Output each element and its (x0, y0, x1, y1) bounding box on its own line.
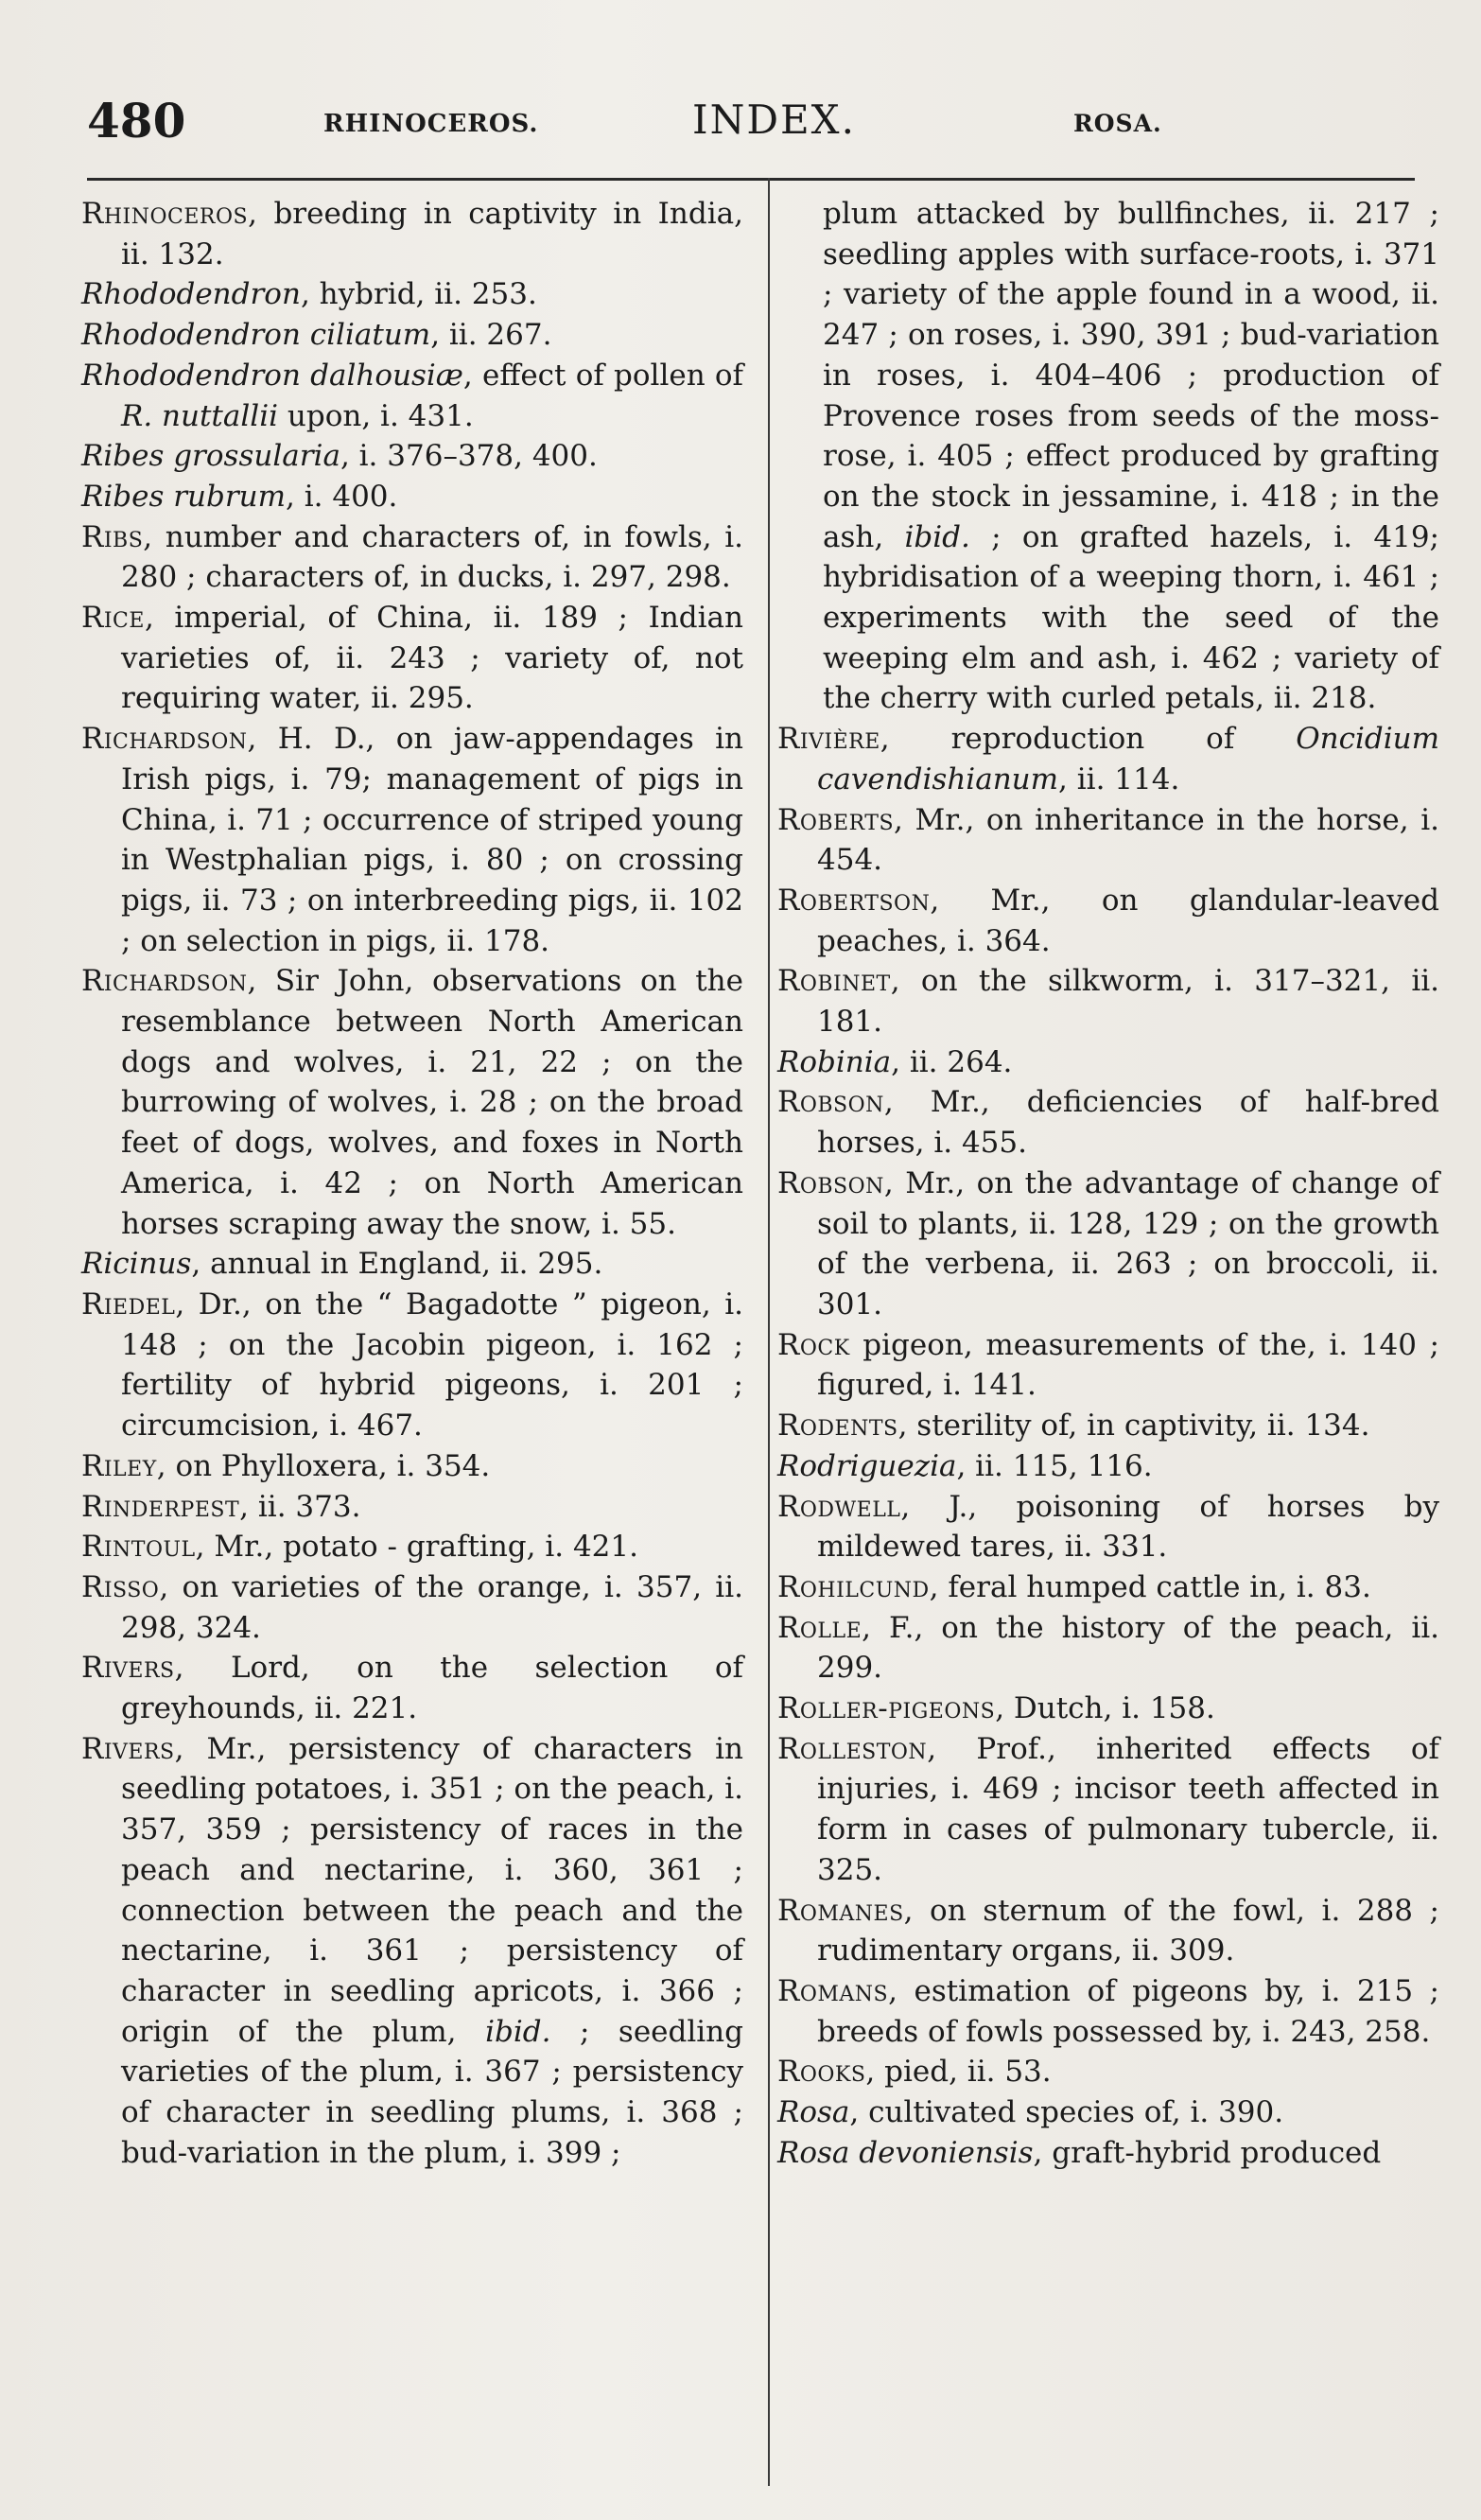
entry-heading: Robertson (777, 883, 931, 918)
entry-italic-term: ibid. (485, 2014, 551, 2049)
index-entry (777, 1487, 1439, 1567)
index-entry (81, 436, 743, 477)
index-entry (777, 2052, 1439, 2092)
entry-heading: Ribes grossularia (81, 439, 340, 474)
entry-heading: Ribs (81, 519, 144, 554)
entry-heading: Riedel (81, 1286, 176, 1321)
entry-text: , estimation of pigeons by, i. 215 ; breeds of fowls possessed by, i. 243, 258. (817, 1973, 1439, 2049)
index-entry (777, 1608, 1439, 1689)
entry-text: plum attacked by bullfinches, ii. 217 ; seedling apples with surface-roots, i. 371 ; variety of the apple found in a wood, ii. 247 ; on roses, i. 390, 391 ; bud-variation in roses, i. 404–406 ; production of Provence roses from seeds of the moss-rose, i. 405 ; effect produced by grafting on the stock in jessamine, i. 418 ; in the ash, (823, 197, 1439, 554)
entry-heading: Rock (777, 1327, 850, 1362)
index-entry (777, 881, 1439, 961)
entry-heading: Rivière (777, 722, 880, 757)
entry-heading: Rolleston (777, 1731, 928, 1766)
entry-text: , Prof., inherited effects of injuries, i. 469 ; incisor teeth affected in form in cases of pulmonary tubercle, ii. 325. (817, 1731, 1439, 1887)
index-entry (777, 1082, 1439, 1163)
entry-text: , Mr., on glandular-leaved peaches, i. 364. (817, 883, 1439, 958)
entry-heading: Robson (777, 1085, 884, 1120)
entry-heading: Rhinoceros (81, 197, 249, 231)
header-rule (87, 178, 1415, 181)
index-entry (777, 800, 1439, 881)
entry-heading: Rodriguezia (777, 1448, 957, 1483)
index-entry (777, 1325, 1439, 1406)
entry-text: , effect of pollen of (462, 358, 743, 393)
entry-italic-term: Oncidium cavendishianum (817, 722, 1439, 796)
entry-heading: Rolle (777, 1610, 862, 1645)
entry-text: , Mr., on inheritance in the horse, i. 454. (817, 802, 1439, 878)
index-entry (777, 1689, 1439, 1729)
index-entry (81, 1729, 743, 2174)
entry-text: ; on grafted hazels, i. 419; hybridisation of a weeping thorn, i. 461 ; experiments with the seed of the weeping elm and ash, i. 462 ; variety of the cherry with curled petals, ii. 218. (823, 519, 1439, 716)
index-entry (777, 719, 1439, 799)
left-index-column (81, 194, 743, 2173)
entry-text: , ii. 373. (239, 1489, 361, 1524)
entry-heading: Rooks (777, 2055, 866, 2090)
entry-heading: Richardson (81, 964, 248, 999)
entry-text: , on Phylloxera, i. 354. (156, 1448, 491, 1483)
entry-text: , graft-hybrid produced (1033, 2135, 1382, 2170)
index-entry (81, 1487, 743, 1528)
index-entry (777, 1446, 1439, 1487)
entry-text: , imperial, of China, ii. 189 ; Indian varieties of, ii. 243 ; variety of, not requiring water, ii. 295. (121, 601, 743, 716)
right-running-head: ROSA. (1073, 110, 1162, 137)
entry-heading: Robinia (777, 1044, 892, 1079)
index-entry (777, 1406, 1439, 1446)
entry-heading: Richardson (81, 722, 248, 757)
entry-text: , reproduction of (880, 722, 1297, 757)
entry-text: , ii. 114. (1058, 761, 1180, 796)
entry-text: , Sir John, observations on the resemblance between North American dogs and wolves, i. 21, 22 ; on the burrowing of wolves, i. 28 ; on the broad feet of dogs, wolves, and foxes in North America, i. 42 ; on North American horses scraping away the snow, i. 55. (121, 964, 743, 1241)
entry-heading: Risso (81, 1569, 160, 1604)
index-entry (81, 598, 743, 719)
entry-heading: Rohilcund (777, 1569, 930, 1604)
entry-text: , F., on the history of the peach, ii. 299. (817, 1610, 1439, 1686)
index-entry (777, 1567, 1439, 1608)
entry-text: , annual in England, ii. 295. (191, 1247, 603, 1282)
entry-heading: Romans (777, 1973, 889, 2008)
entry-text: , Mr., potato - grafting, i. 421. (195, 1530, 638, 1565)
entry-text: , Dr., on the “ Bagadotte ” pigeon, i. 148 ; on the Jacobin pigeon, i. 162 ; fertility of hybrid pigeons, i. 201 ; circumcision, i. 467. (121, 1286, 743, 1444)
entry-heading: Roberts (777, 802, 895, 837)
entry-text: , on varieties of the orange, i. 357, ii. 298, 324. (121, 1569, 743, 1645)
entry-text: , feral humped cattle in, i. 83. (929, 1569, 1371, 1604)
entry-heading: Romanes (777, 1893, 904, 1928)
index-entry (81, 477, 743, 517)
index-entry (777, 194, 1439, 719)
entry-italic-term: ibid. (904, 519, 970, 554)
entry-heading: Rosa (777, 2095, 850, 2130)
index-entry (777, 961, 1439, 1041)
index-entry (81, 1446, 743, 1487)
entry-heading: Rodents (777, 1409, 898, 1444)
entry-text: , on sternum of the fowl, i. 288 ; rudimentary organs, ii. 309. (817, 1893, 1439, 1969)
entry-text: , Lord, on the selection of greyhounds, ii. 221. (121, 1651, 743, 1726)
entry-text: , number and characters of, in fowls, i. 280 ; characters of, in ducks, i. 297, 298. (121, 519, 743, 595)
right-index-column (777, 194, 1439, 2173)
entry-heading: Rice (81, 601, 145, 636)
index-entry (777, 2133, 1439, 2174)
entry-text: , ii. 115, 116. (956, 1448, 1153, 1483)
entry-heading: Rosa devoniensis (777, 2135, 1034, 2170)
entry-text: pigeon, measurements of the, i. 140 ; figured, i. 141. (817, 1327, 1439, 1403)
entry-text: , Mr., deficiencies of half-bred horses, i. 455. (817, 1085, 1439, 1161)
entry-text: , hybrid, ii. 253. (300, 277, 537, 312)
entry-heading: Rintoul (81, 1530, 196, 1565)
index-entry (777, 1042, 1439, 1083)
index-entry (81, 1567, 743, 1648)
entry-text: , Mr., on the advantage of change of soil to plants, ii. 128, 129 ; on the growth of the verbena, ii. 263 ; on broccoli, ii. 301. (817, 1165, 1439, 1321)
entry-text: , H. D., on jaw-appendages in Irish pigs, i. 79; management of pigs in China, i. 71 ; occurrence of striped young in Westphalian pigs, i. 80 ; on crossing pigs, ii. 73 ; on interbreeding pigs, ii. 102 ; on selection in pigs, ii. 178. (121, 722, 743, 958)
index-entry (777, 1729, 1439, 1891)
entry-heading: Rodwell (777, 1489, 901, 1524)
entry-heading: Ribes rubrum (81, 479, 287, 514)
entry-heading: Rivers (81, 1651, 175, 1686)
index-entry (777, 1164, 1439, 1325)
entry-text: , ii. 264. (891, 1044, 1013, 1079)
index-entry (81, 1648, 743, 1728)
entry-heading: Riley (81, 1448, 157, 1483)
column-divider (768, 178, 770, 2486)
entry-text: , i. 376–378, 400. (340, 439, 598, 474)
entry-text: , Dutch, i. 158. (995, 1691, 1215, 1726)
index-entry (81, 356, 743, 436)
index-entry (777, 1891, 1439, 1971)
index-entry (81, 315, 743, 356)
entry-heading: Rhododendron (81, 277, 301, 312)
entry-heading: Rinderpest (81, 1489, 240, 1524)
page-number: 480 (87, 93, 186, 149)
entry-text: , pied, ii. 53. (865, 2055, 1052, 2090)
left-running-head: RHINOCEROS. (323, 110, 539, 138)
entry-heading: Roller-pigeons (777, 1691, 996, 1726)
entry-text: , ii. 267. (430, 318, 552, 353)
entry-text: , J., poisoning of horses by mildewed tares, ii. 331. (817, 1489, 1439, 1565)
index-entry (81, 719, 743, 961)
index-entry (81, 1285, 743, 1446)
entry-heading: Rivers (81, 1731, 175, 1766)
running-header (87, 93, 1405, 159)
index-entry (81, 1244, 743, 1285)
index-entry (81, 517, 743, 598)
entry-text: , breeding in captivity in India, ii. 132. (121, 197, 743, 271)
entry-text: , Mr., persistency of characters in seedling potatoes, i. 351 ; on the peach, i. 357, 359 ; persistency of races in the peach and nectarine, i. 360, 361 ; connection between the peach and the nectarine, i. 361 ; persistency of character in seedling apricots, i. 366 ; origin of the plum, (121, 1731, 743, 2049)
index-entry (777, 2092, 1439, 2133)
entry-text: , on the silkworm, i. 317–321, ii. 181. (817, 964, 1439, 1040)
entry-italic-term: R. nuttallii (121, 398, 279, 433)
entry-heading: Ricinus (81, 1247, 192, 1282)
entry-heading: Robson (777, 1165, 884, 1200)
entry-text: ; seedling varieties of the plum, i. 367 ; persistency of character in seedling plums, i. 368 ; bud-variation in the plum, i. 399 ; (121, 2014, 743, 2170)
entry-text: , cultivated species of, i. 390. (849, 2095, 1284, 2130)
index-entry (81, 1527, 743, 1567)
index-entry (81, 961, 743, 1244)
index-entry (81, 194, 743, 274)
index-entry (81, 274, 743, 315)
entry-text: upon, i. 431. (278, 398, 474, 433)
entry-text: , sterility of, in captivity, ii. 134. (897, 1409, 1370, 1444)
index-title: INDEX. (692, 96, 856, 143)
entry-heading: Robinet (777, 964, 891, 999)
index-entry (777, 1971, 1439, 2052)
entry-heading: Rhododendron dalhousiæ (81, 358, 463, 393)
entry-heading: Rhododendron ciliatum (81, 318, 431, 353)
entry-text: , i. 400. (286, 479, 398, 514)
